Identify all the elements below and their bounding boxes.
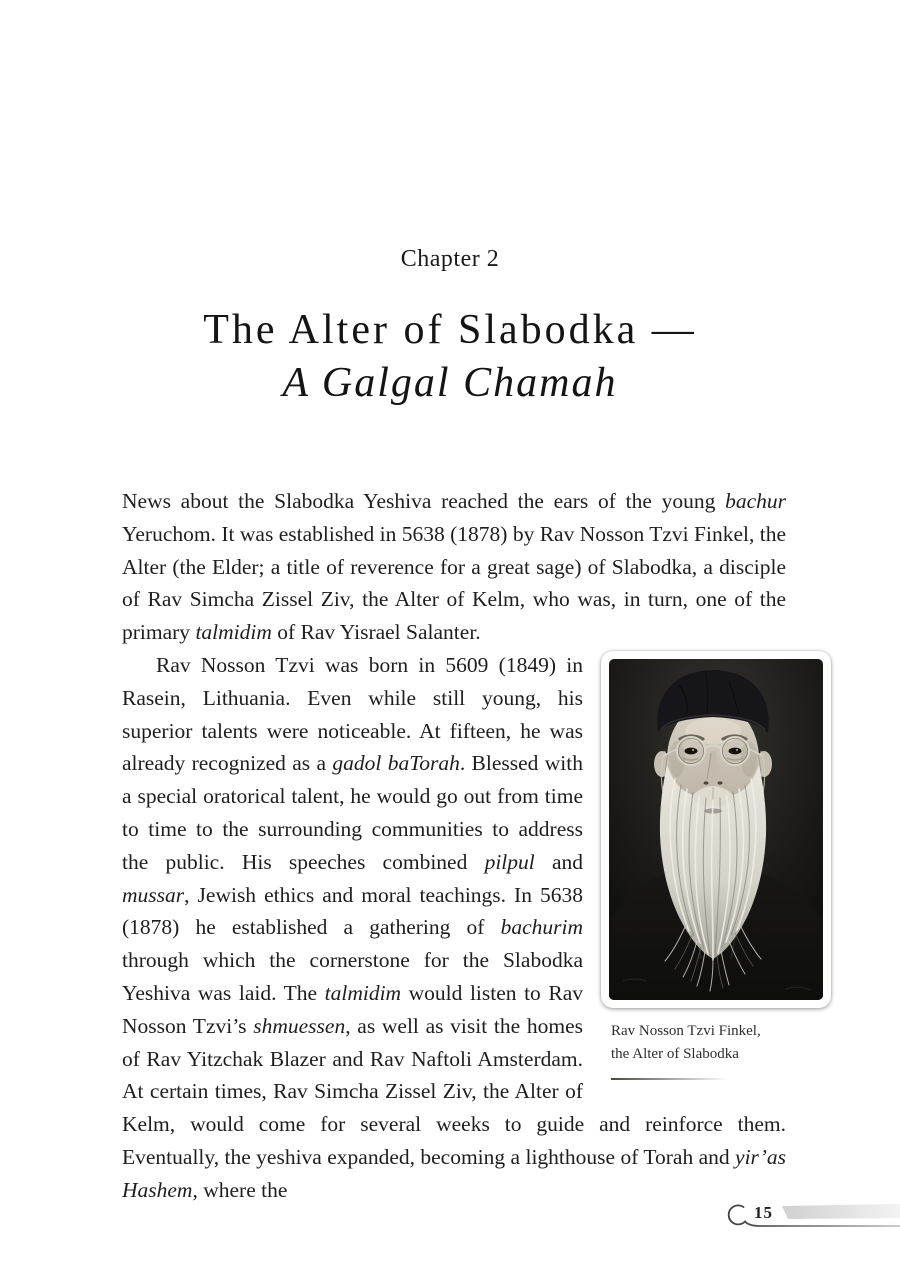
page-number: 15	[754, 1203, 773, 1222]
paragraph-1: News about the Slabodka Yeshiva reached the ears of the young bachur Yeruchom. It was established in 5638 (1878) by Rav Nosson Tzvi Finkel, the Alter (the Elder; a title of reverence for a great sage) of Slabodka, a disciple of Rav Simcha Zissel Ziv, the Alter of Kelm, who was, in turn, one of the primary talmidim of Rav Yisrael Salanter.	[122, 489, 786, 645]
body-text	[122, 485, 786, 1207]
chapter-title	[0, 304, 900, 410]
paragraph-2: Rav Nosson Tzvi was born in 5609 (1849) in Rasein, Lithuania. Even while still young, his superior talents were noticeable. At fifteen, he was already recognized as a gadol baTorah. Blessed with a special oratorical talent, he would go out from time to time to the surrounding communities to address the public. His speeches combined pilpul and mussar, Jewish ethics and moral teachings. In 5638 (1878) he established a gathering of bachurim through which the cornerstone for the Slabodka Yeshiva was laid. The talmidim would listen to Rav Nosson Tzvi’s shmuessen, as well as visit the homes of Rav Yitzchak Blazer and Rav Naftoli Amsterdam. At certain times, Rav Simcha Zissel Ziv, the Alter of Kelm, would come for several weeks to guide and reinforce them. Eventually, the yeshiva expanded, becoming a lighthouse of Torah and yir’as Hashem, where the	[122, 652, 786, 1202]
caption-rule	[611, 1078, 729, 1080]
photo-caption-line1: Rav Nosson Tzvi Finkel,	[611, 1022, 761, 1039]
footer-ornament	[718, 1198, 900, 1238]
chapter-title-line1: The Alter of Slabodka —	[203, 307, 697, 353]
photo-frame	[601, 651, 831, 1008]
page-footer	[718, 1198, 900, 1238]
chapter-title-line2: A Galgal Chamah	[282, 360, 618, 406]
portrait-photo	[609, 659, 823, 1000]
footer-bar	[782, 1204, 900, 1219]
photo-caption-line2: the Alter of Slabodka	[611, 1045, 739, 1062]
portrait-figure	[601, 651, 831, 1092]
photo-caption	[601, 1020, 831, 1066]
chapter-label: Chapter 2	[400, 246, 500, 272]
